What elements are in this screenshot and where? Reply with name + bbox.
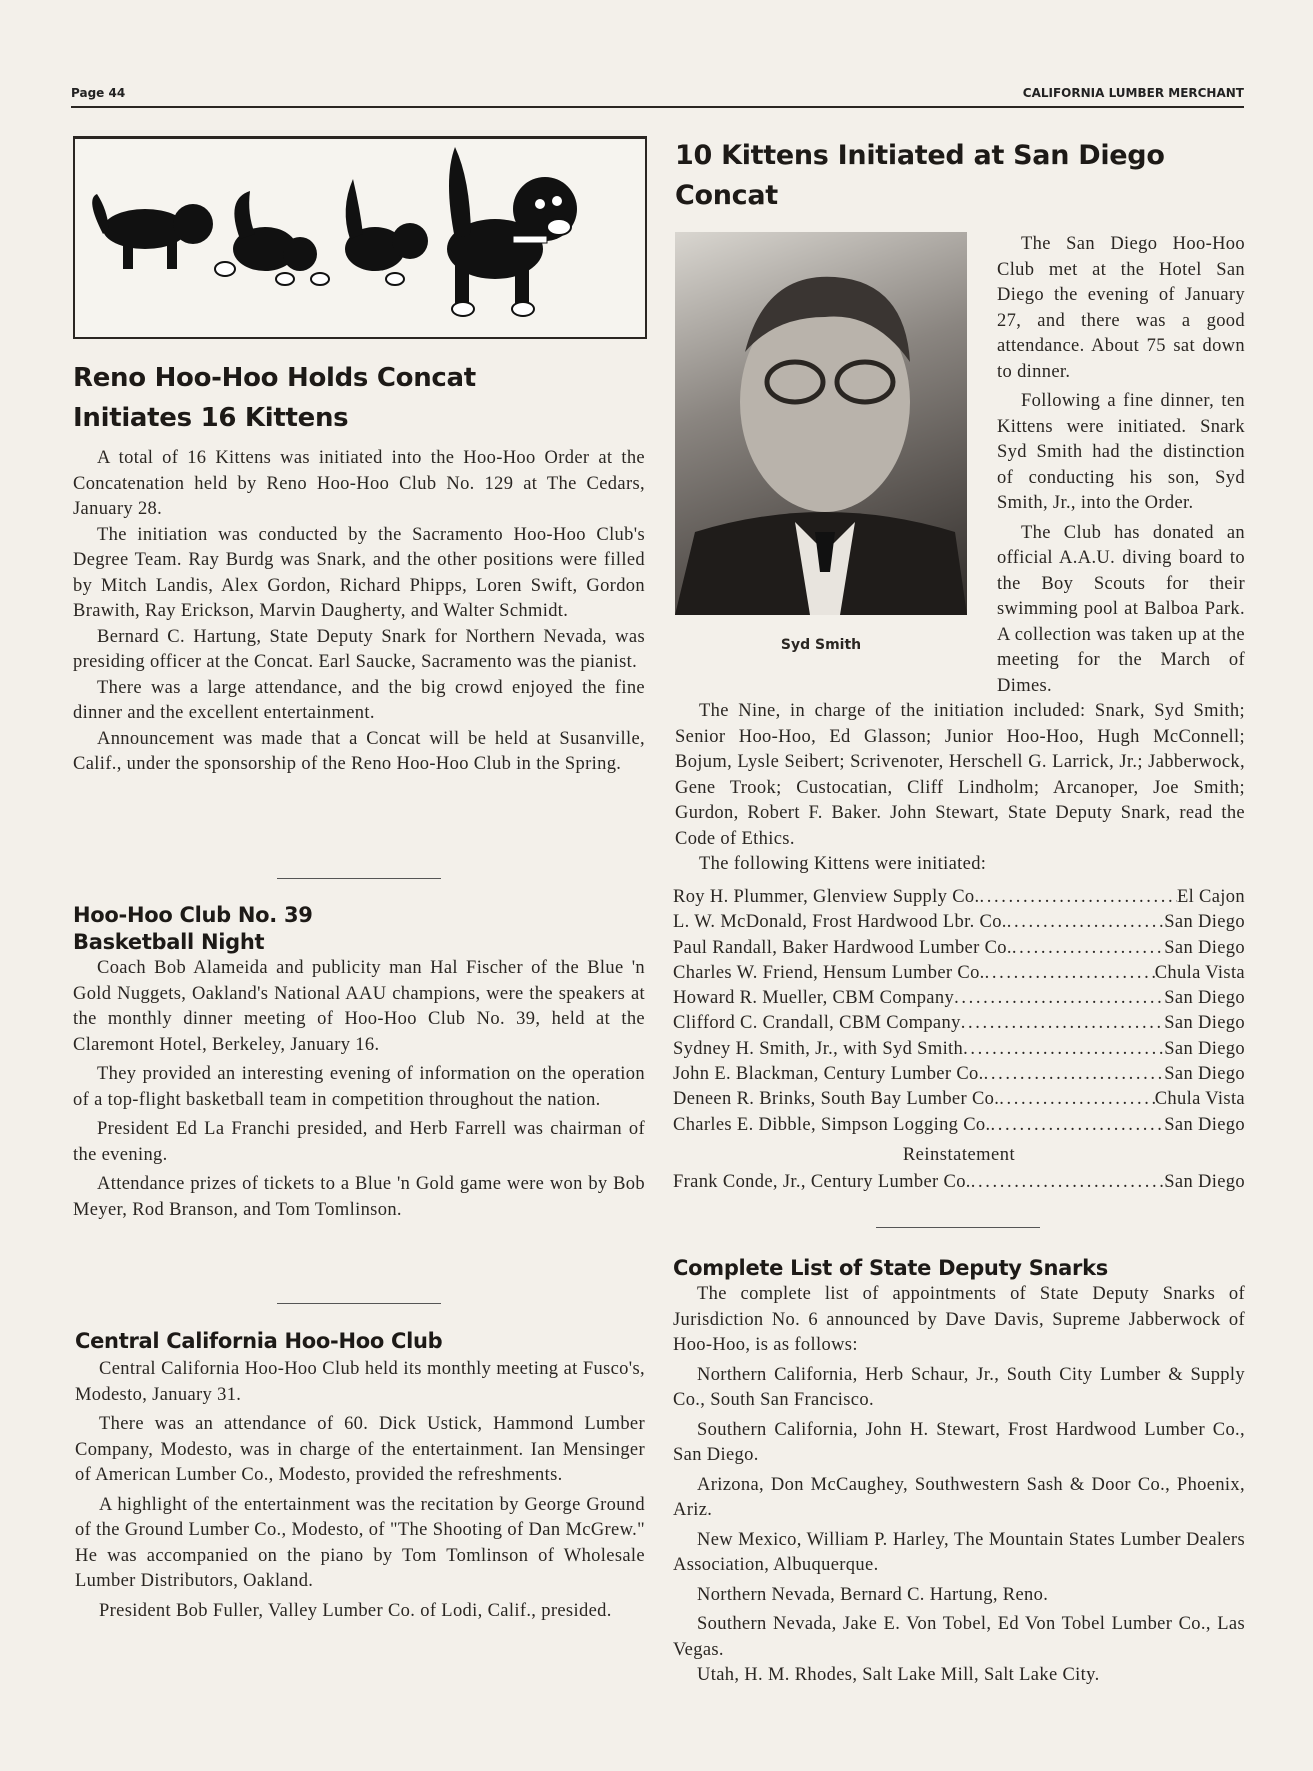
paragraph: A total of 16 Kittens was initiated into the Hoo-Hoo Order at the Concatenation held by Reno Hoo-Hoo Club No. 129 at The Cedars, January 28. bbox=[73, 448, 645, 519]
paragraph: The complete list of appointments of State Deputy Snarks of Jurisdiction No. 6 announced by Dave Davis, Supreme Jabberwock of Hoo-Hoo, is as follows: bbox=[673, 1284, 1245, 1355]
paragraph: The Club has donated an official A.A.U. diving board to the Boy Scouts for their swimming pool at Balboa Park. A collection was taken up at the meeting for the March of Dimes. bbox=[997, 522, 1245, 696]
kitten-city: San Diego bbox=[1164, 1038, 1245, 1059]
deputies-headline: Complete List of State Deputy Snarks bbox=[673, 1256, 1108, 1280]
paragraph: Northern Nevada, Bernard C. Hartung, Reno. bbox=[697, 1584, 1049, 1605]
paragraph: Utah, H. M. Rhodes, Salt Lake Mill, Salt Lake City. bbox=[697, 1665, 1100, 1685]
kitten-city: El Cajon bbox=[1176, 887, 1245, 907]
club39-article bbox=[73, 902, 645, 1223]
kitten-city: San Diego bbox=[1164, 1064, 1245, 1085]
reinstated-row bbox=[673, 1170, 1245, 1195]
kitten-name: Clifford C. Crandall, CBM Company bbox=[673, 1013, 961, 1034]
deputies-article bbox=[673, 1255, 1245, 1689]
dot-leader bbox=[984, 1062, 1165, 1087]
page-number: Page 44 bbox=[71, 86, 126, 100]
kitten-city: San Diego bbox=[1164, 1013, 1245, 1034]
reno-headline-2: Initiates 16 Kittens bbox=[73, 403, 349, 433]
kitten-row bbox=[673, 910, 1245, 935]
kitten-name: Frank Conde, Jr., Century Lumber Co. bbox=[673, 1171, 971, 1192]
kitten-row bbox=[673, 961, 1245, 986]
paragraph: They provided an interesting evening of information on the operation of a top-flight basketball team in competition throughout the nation. bbox=[73, 1064, 645, 1110]
dot-leader bbox=[963, 1037, 1164, 1062]
paragraph: There was a large attendance, and the big crowd enjoyed the fine dinner and the excellent entertainment. bbox=[73, 677, 645, 723]
reno-article bbox=[73, 358, 645, 778]
publication-name: CALIFORNIA LUMBER MERCHANT bbox=[1022, 86, 1244, 100]
kitten-row bbox=[673, 936, 1245, 961]
dot-leader bbox=[1007, 910, 1164, 935]
kitten-city: San Diego bbox=[1164, 1171, 1245, 1192]
kitten-row bbox=[673, 1113, 1245, 1138]
photo-caption: Syd Smith bbox=[780, 637, 862, 653]
kitten-city: Chula Vista bbox=[1154, 1089, 1245, 1110]
paragraph: Arizona, Don McCaughey, Southwestern Sash & Door Co., Phoenix, Ariz. bbox=[673, 1474, 1245, 1520]
kitten-name: Charles E. Dibble, Simpson Logging Co. bbox=[673, 1114, 991, 1135]
paragraph: Southern California, John H. Stewart, Frost Hardwood Lumber Co., San Diego. bbox=[673, 1419, 1245, 1465]
paragraph: Attendance prizes of tickets to a Blue 'n Gold game were won by Bob Meyer, Rod Branson, and Tom Tomlinson. bbox=[73, 1174, 645, 1220]
kitten-name: Roy H. Plummer, Glenview Supply Co. bbox=[673, 887, 980, 907]
portrait-icon bbox=[675, 232, 967, 615]
paragraph: The following Kittens were initiated: bbox=[699, 854, 987, 874]
cats-illustration-icon bbox=[75, 139, 645, 337]
central-headline: Central California Hoo-Hoo Club bbox=[75, 1329, 443, 1353]
paragraph: Following a fine dinner, ten Kittens were initiated. Snark Syd Smith had the distinction of conducting his son, Syd Smith, Jr., into the Order. bbox=[997, 391, 1245, 513]
paragraph: The initiation was conducted by the Sacramento Hoo-Hoo Club's Degree Team. Ray Burdg was Snark, and the other positions were filled by Mitch Landis, Alex Gordon, Richard Phipps, Loren Swift, Gordon Brawith, Ray Erickson, Marvin Daugherty, and Walter Schmidt. bbox=[73, 524, 645, 621]
kitten-row bbox=[673, 885, 1245, 910]
kitten-row bbox=[673, 1087, 1245, 1112]
kitten-row bbox=[673, 1037, 1245, 1062]
dot-leader bbox=[1012, 936, 1164, 961]
kitten-name: Sydney H. Smith, Jr., with Syd Smith bbox=[673, 1038, 964, 1059]
kitten-city: San Diego bbox=[1164, 937, 1245, 958]
paragraph: A highlight of the entertainment was the recitation by George Ground of the Ground Lumber Co., Modesto, of "The Shooting of Dan McGrew." He was accompanied on the piano by Tom Tomlinson of Wholesale Lumber Distributors, Oakland. bbox=[75, 1494, 645, 1591]
kitten-city: Chula Vista bbox=[1154, 962, 1245, 983]
paragraph: Southern Nevada, Jake E. Von Tobel, Ed Von Tobel Lumber Co., Las Vegas. bbox=[673, 1614, 1245, 1660]
dot-leader bbox=[985, 961, 1155, 986]
kitten-name: Howard R. Mueller, CBM Company bbox=[673, 988, 955, 1009]
kittens-list bbox=[673, 885, 1245, 1195]
divider bbox=[876, 1227, 1040, 1228]
club39-headline-1: Hoo-Hoo Club No. 39 bbox=[73, 903, 313, 927]
kitten-name: Paul Randall, Baker Hardwood Lumber Co. bbox=[673, 937, 1012, 958]
paragraph: There was an attendance of 60. Dick Ustick, Hammond Lumber Company, Modesto, was in charge of the entertainment. Ian Mensinger of American Lumber Co., Modesto, provided the refreshments. bbox=[75, 1414, 645, 1485]
sandiego-headline: 10 Kittens Initiated at San Diego Concat bbox=[675, 140, 1165, 211]
kittens-cartoon bbox=[73, 136, 647, 339]
kitten-row bbox=[673, 986, 1245, 1011]
dot-leader bbox=[999, 1087, 1154, 1112]
paragraph: Northern California, Herb Schaur, Jr., South City Lumber & Supply Co., South San Francisco. bbox=[673, 1364, 1245, 1410]
central-article bbox=[75, 1328, 645, 1624]
paragraph: Announcement was made that a Concat will be held at Susanville, Calif., under the sponsorship of the Reno Hoo-Hoo Club in the Spring. bbox=[73, 728, 645, 774]
dot-leader bbox=[979, 885, 1176, 910]
kitten-name: L. W. McDonald, Frost Hardwood Lbr. Co. bbox=[673, 912, 1007, 933]
header-rule bbox=[71, 106, 1244, 108]
kitten-city: San Diego bbox=[1164, 912, 1245, 933]
reno-headline-1: Reno Hoo-Hoo Holds Concat bbox=[73, 363, 476, 393]
kitten-city: San Diego bbox=[1164, 1114, 1245, 1135]
dot-leader bbox=[961, 1011, 1165, 1036]
paragraph: Coach Bob Alameida and publicity man Hal Fischer of the Blue 'n Gold Nuggets, Oakland's National AAU champions, were the speakers at the monthly dinner meeting of Hoo-Hoo Club No. 39, held at the Claremont Hotel, Berkeley, January 16. bbox=[73, 958, 645, 1055]
sandiego-article bbox=[675, 136, 1245, 878]
paragraph: Central California Hoo-Hoo Club held its monthly meeting at Fusco's, Modesto, January 31. bbox=[75, 1359, 645, 1405]
paragraph: New Mexico, William P. Harley, The Mountain States Lumber Dealers Association, Albuquerque. bbox=[673, 1529, 1245, 1575]
dot-leader bbox=[991, 1113, 1165, 1138]
kitten-row bbox=[673, 1062, 1245, 1087]
divider bbox=[277, 878, 441, 879]
divider bbox=[277, 1303, 441, 1304]
kitten-row bbox=[673, 1011, 1245, 1036]
kitten-name: Deneen R. Brinks, South Bay Lumber Co. bbox=[673, 1089, 1000, 1110]
paragraph: President Bob Fuller, Valley Lumber Co. of Lodi, Calif., presided. bbox=[99, 1600, 612, 1621]
kitten-city: San Diego bbox=[1164, 988, 1245, 1009]
dot-leader bbox=[954, 986, 1164, 1011]
paragraph: The Nine, in charge of the initiation included: Snark, Syd Smith; Senior Hoo-Hoo, Ed Glasson; Junior Hoo-Hoo, Hugh McConnell; Bojum, Lysle Seibert; Scrivenoter, Herschell G. Larrick, Jr.; Jabberwock, Gene Trook; Custocatian, Cliff Lindholm; Arcanoper, Joe Smith; Gurdon, Robert F. Baker. John Stewart, State Deputy Snark, read the Code of Ethics. bbox=[675, 701, 1245, 849]
paragraph: Bernard C. Hartung, State Deputy Snark for Northern Nevada, was presiding officer at the Concat. Earl Saucke, Sacramento was the pianist. bbox=[73, 626, 645, 672]
kitten-name: Charles W. Friend, Hensum Lumber Co. bbox=[673, 962, 985, 983]
kitten-name: John E. Blackman, Century Lumber Co. bbox=[673, 1064, 984, 1085]
paragraph: President Ed La Franchi presided, and Herb Farrell was chairman of the evening. bbox=[73, 1119, 645, 1165]
club39-headline-2: Basketball Night bbox=[73, 930, 265, 954]
dot-leader bbox=[971, 1170, 1164, 1195]
syd-smith-photo bbox=[675, 232, 967, 615]
reinstatement-label: Reinstatement bbox=[902, 1144, 1016, 1165]
paragraph: The San Diego Hoo-Hoo Club met at the Hotel San Diego the evening of January 27, and there was a good attendance. About 75 sat down to dinner. bbox=[997, 234, 1245, 382]
